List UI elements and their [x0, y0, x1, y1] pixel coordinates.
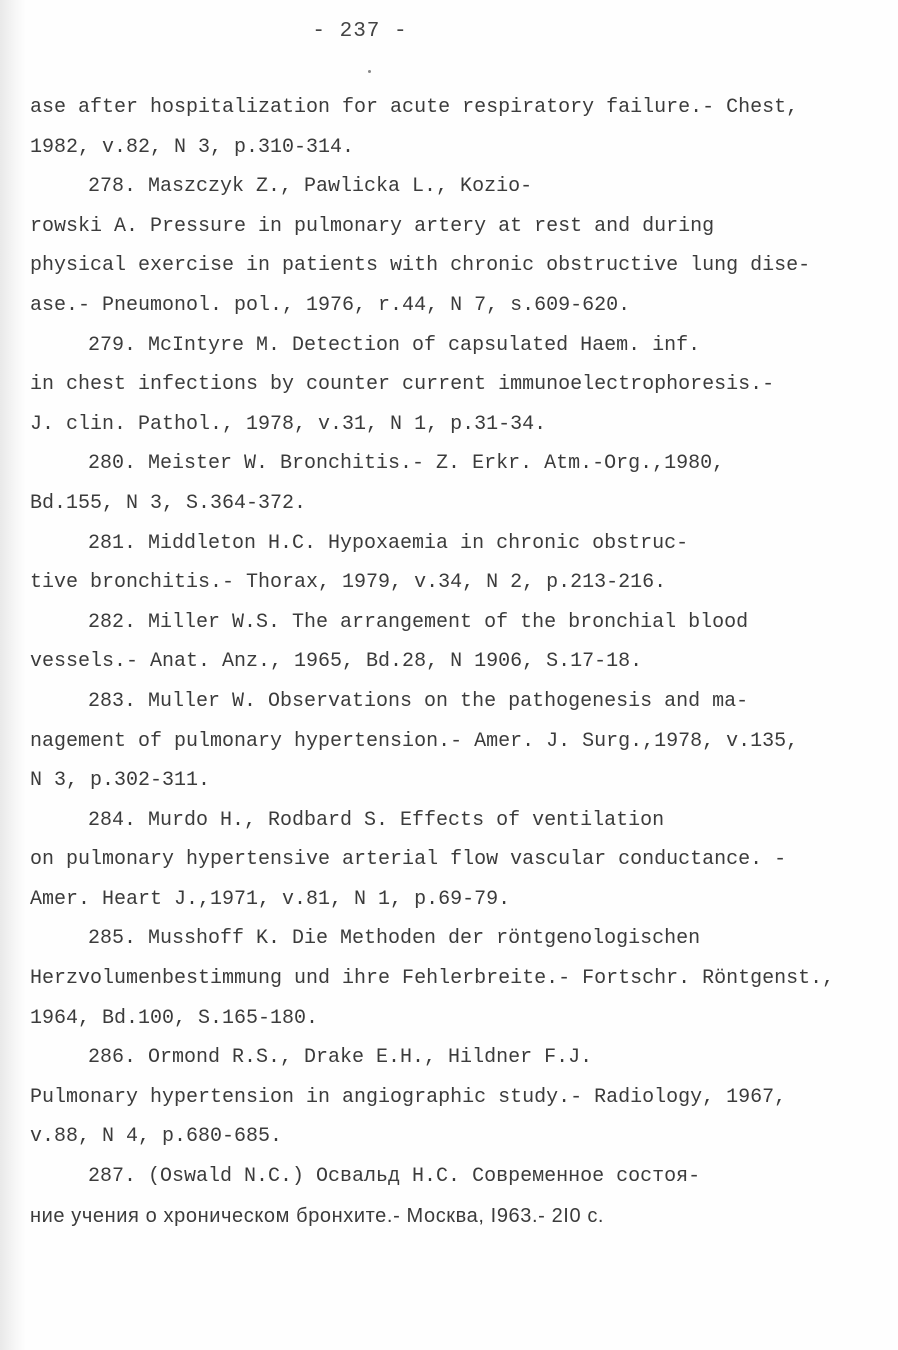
text-line: Amer. Heart J.,1971, v.81, N 1, p.69-79. [30, 887, 511, 911]
text-line: Pulmonary hypertension in angiographic study.- Radiology, 1967, [30, 1085, 787, 1109]
reference-entry-286: 286. Ormond R.S., Drake E.H., Hildner F.J. [88, 1046, 593, 1070]
text-line: J. clin. Pathol., 1978, v.31, N 1, p.31-34. [30, 412, 547, 436]
text-line: 1982, v.82, N 3, p.310-314. [30, 135, 355, 159]
reference-entry-287: 287. (Oswald N.C.) Освальд Н.С. Современное состоя- [88, 1165, 701, 1189]
page-number: - 237 - [312, 20, 408, 43]
reference-entry-280: 280. Meister W. Bronchitis.- Z. Erkr. Atm.-Org.,1980, [88, 452, 725, 476]
scan-dot-mark [368, 70, 371, 73]
reference-entry-278: 278. Maszczyk Z., Pawlicka L., Koziо- [88, 175, 533, 199]
text-line: ase after hospitalization for acute respiratory failure.- Chest, [30, 96, 799, 119]
reference-entry-282: 282. Miller W.S. The arrangement of the bronchial blood [88, 610, 749, 634]
text-line: vessels.- Anat. Anz., 1965, Bd.28, N 1906, S.17-18. [30, 650, 643, 674]
text-line: Bd.155, N 3, S.364-372. [30, 491, 307, 515]
reference-entry-284: 284. Murdo H., Rodbard S. Effects of ventilation [88, 808, 665, 832]
text-line: in chest infections by counter current immunoelectrophoresis.- [30, 373, 775, 397]
text-line: tive bronchitis.- Thorax, 1979, v.34, N 2, p.213-216. [30, 571, 667, 595]
reference-entry-279: 279. McIntyre M. Detection of capsulated Haem. inf. [88, 333, 701, 357]
text-line: v.88, N 4, p.680-685. [30, 1125, 283, 1149]
text-line: on pulmonary hypertensive arterial flow vascular conductance. - [30, 848, 787, 872]
text-line: nagement of pulmonary hypertension.- Amer. J. Surg.,1978, v.135, [30, 729, 799, 753]
text-line: physical exercise in patients with chronic obstructive lung dise- [30, 254, 811, 278]
text-line: 1964, Bd.100, S.165-180. [30, 1006, 319, 1030]
reference-entry-285: 285. Musshoff K. Die Methoden der röntgenologischen [88, 927, 701, 951]
reference-entry-281: 281. Middleton H.C. Hypoxaemia in chronic obstruc- [88, 531, 689, 555]
text-line: ase.- Pneumonol. pol., 1976, r.44, N 7, s.609-620. [30, 293, 631, 317]
text-line-cyrillic: ние учения о хроническом бронхите.- Москва, I963.- 2I0 с. [30, 1204, 605, 1227]
text-line: N 3, p.302-311. [30, 769, 211, 793]
reference-entry-283: 283. Muller W. Observations on the pathogenesis and ma- [88, 689, 749, 713]
scan-edge-shadow [0, 0, 26, 1350]
text-line: rowski A. Pressure in pulmonary artery at rest and during [30, 214, 715, 238]
text-line: Herzvolumenbestimmung und ihre Fehlerbreite.- Fortschr. Röntgenst., [30, 967, 835, 991]
references-text [30, 88, 870, 1236]
